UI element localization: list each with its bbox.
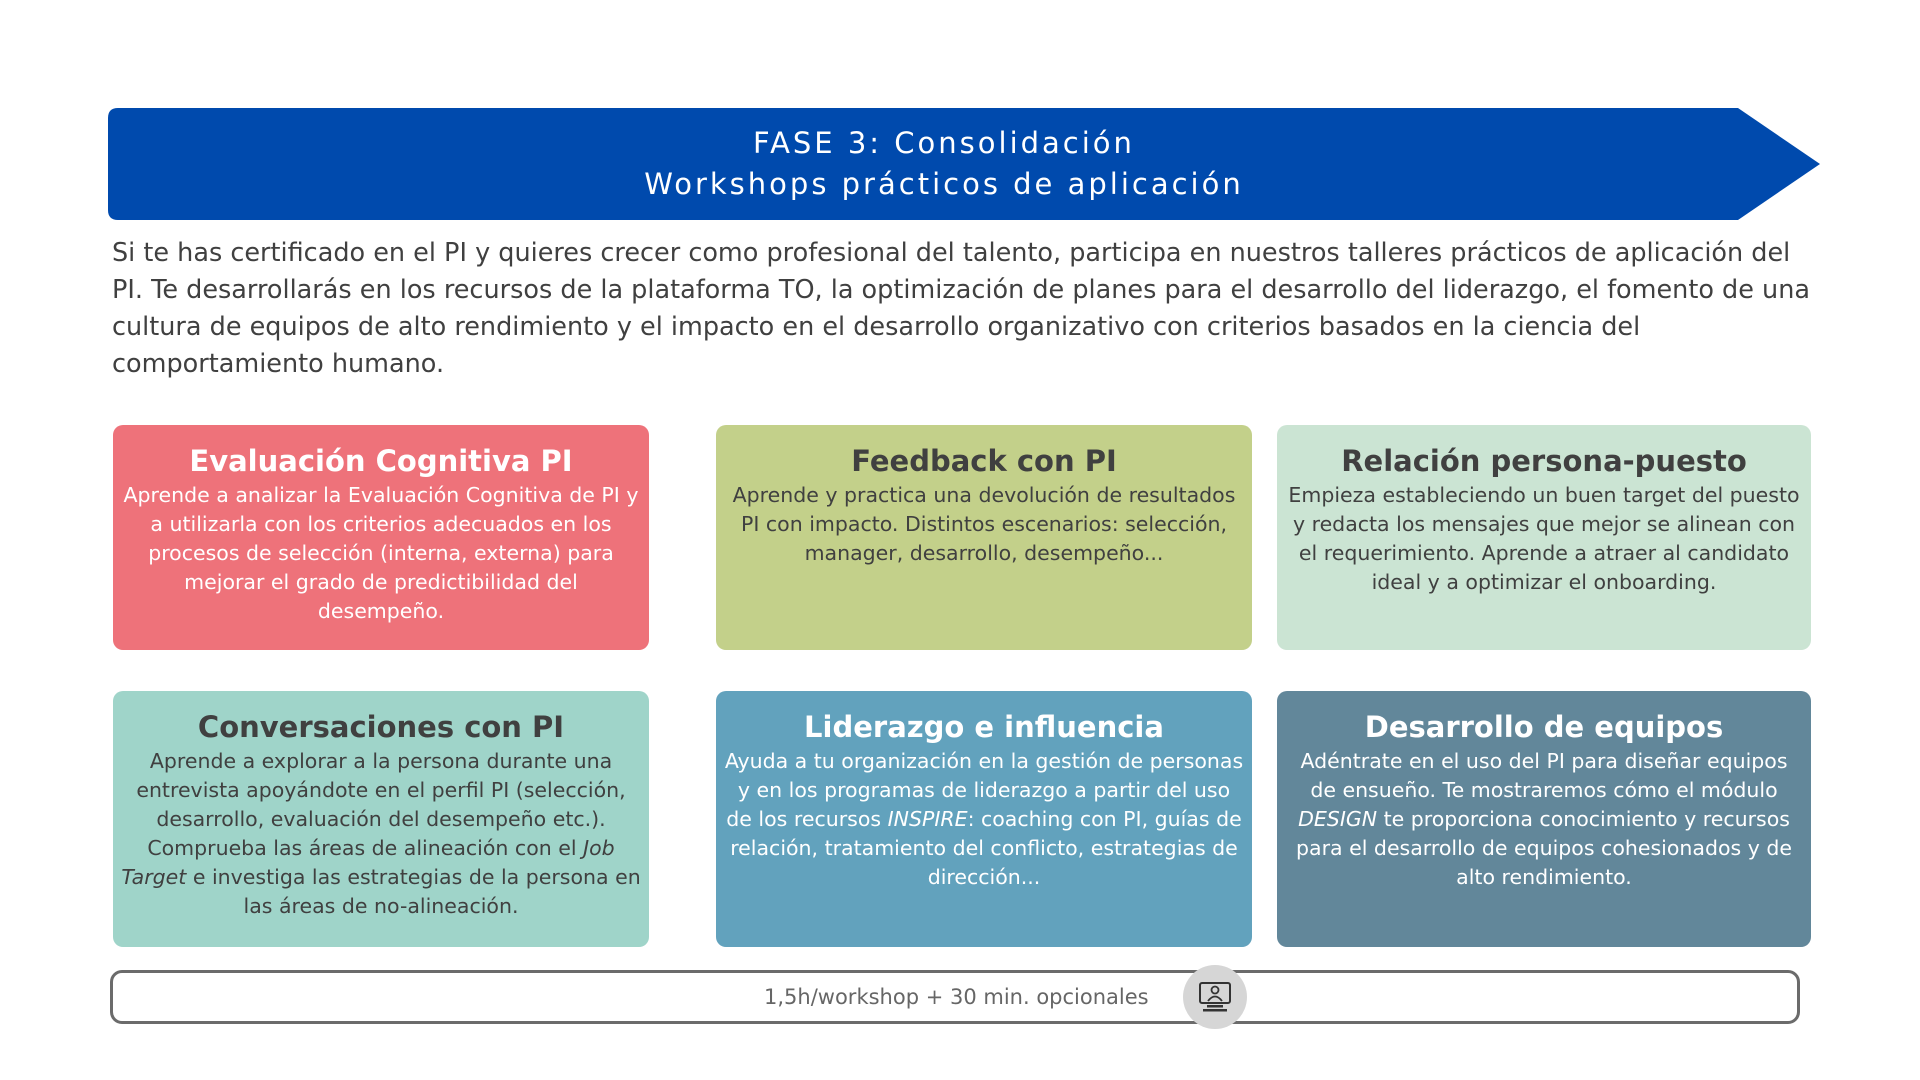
card-title: Desarrollo de equipos [1364, 710, 1724, 744]
duration-text: 1,5h/workshop + 30 min. opcionales [764, 985, 1149, 1009]
card-liderazgo [716, 691, 1252, 947]
computer-user-icon [1183, 965, 1247, 1029]
card-conversaciones [113, 691, 649, 947]
card-title: Relación persona-puesto [1341, 444, 1747, 478]
card-body: Aprende a explorar a la persona durante una entrevista apoyándote en el perfil PI (selección, desarrollo, evaluación del desempeño etc.). Comprueba las áreas de alineación con el Job Target e investiga las estrategias de la persona en las áreas de no-alineación. [121, 749, 641, 918]
duration-bar [110, 970, 1800, 1024]
card-body: Aprende y practica una devolución de resultados PI con impacto. Distintos escenarios: selección, manager, desarrollo, desempeño... [732, 483, 1236, 565]
card-title: Conversaciones con PI [197, 710, 565, 744]
card-desarrollo-equipos [1277, 691, 1811, 947]
intro-paragraph: Si te has certificado en el PI y quieres crecer como profesional del talento, participa en nuestros talleres prácticos de aplicación del PI. Te desarrollarás en los recursos de la plataforma TO, la optimización de planes para el desarrollo del liderazgo, el fomento de una cultura de equipos de alto rendimiento y el impacto en el desarrollo organizativo con criterios basados en la ciencia del comportamiento humano. [112, 238, 1810, 379]
card-feedback [716, 425, 1252, 650]
phase-title: FASE 3: Consolidación [753, 126, 1135, 160]
card-title: Liderazgo e influencia [804, 710, 1164, 744]
card-body: Empieza estableciendo un buen target del puesto y redacta los mensajes que mejor se alinean con el requerimiento. Aprende a atraer al candidato ideal y a optimizar el onboarding. [1288, 483, 1800, 594]
card-evaluacion-cognitiva [113, 425, 649, 650]
card-relacion-persona-puesto [1277, 425, 1811, 650]
phase-subtitle: Workshops prácticos de aplicación [644, 167, 1244, 201]
card-body: Ayuda a tu organización en la gestión de personas y en los programas de liderazgo a partir del uso de los recursos INSPIRE: coaching con PI, guías de relación, tratamiento del conflicto, estrategias de dirección... [724, 749, 1244, 889]
card-title: Evaluación Cognitiva PI [189, 444, 573, 478]
phase-banner [108, 108, 1820, 220]
card-body: Adéntrate en el uso del PI para diseñar equipos de ensueño. Te mostraremos cómo el módulo DESIGN te proporciona conocimiento y recursos para el desarrollo de equipos cohesionados y de alto rendimiento. [1296, 749, 1792, 889]
card-body: Aprende a analizar la Evaluación Cognitiva de PI y a utilizarla con los criterios adecuados en los procesos de selección (interna, externa) para mejorar el grado de predictibilidad del desempeño. [123, 483, 639, 623]
card-title: Feedback con PI [851, 444, 1117, 478]
